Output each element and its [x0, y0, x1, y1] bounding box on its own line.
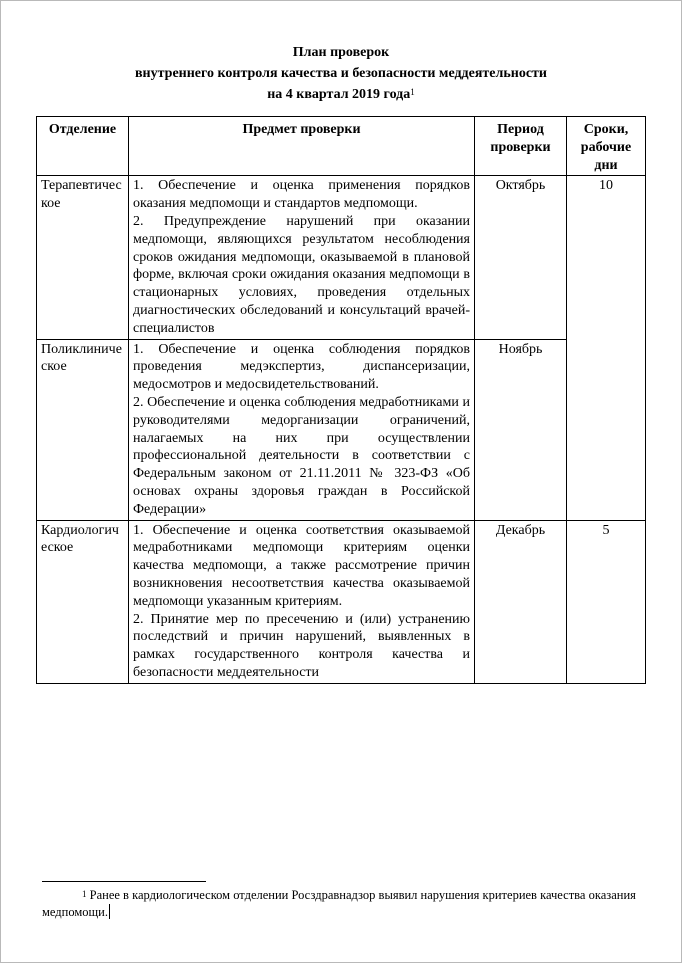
footnote[interactable]	[42, 887, 642, 921]
inspection-plan-table	[36, 116, 646, 684]
header-period: Период проверки	[475, 117, 567, 176]
footnote-separator	[42, 881, 206, 882]
department-cell: Поликлиническое	[37, 339, 129, 520]
title-line-3-text: на 4 квартал 2019 года	[267, 87, 411, 102]
subject-item: 2. Обеспечение и оценка соблюдения медработниками и руководителями медорганизации ограничений, налагаемых на них при осуществлении профессиональной деятельности в соответствии с Федеральным законом от 21.11.2011 № 323-ФЗ «Об основах охраны здоровья граждан в Российской Федерации»	[133, 394, 470, 517]
title-line-1: План проверок	[292, 45, 390, 60]
header-subject: Предмет проверки	[129, 117, 475, 176]
footnote-number: 1	[82, 889, 87, 899]
subject-item: 2. Предупреждение нарушений при оказании медпомощи, являющихся результатом несоблюдения сроков ожидания медпомощи, оказываемой в плановой форме, включая сроки ожидания оказания медпомощи в стационарных условиях, проведения отдельных диагностических обследований и консультаций врачей-специалистов	[133, 213, 470, 336]
period-cell: Ноябрь	[475, 339, 567, 520]
department-cell: Терапевтическое	[37, 176, 129, 339]
text-cursor	[109, 904, 110, 919]
subject-cell	[129, 520, 475, 683]
header-days: Сроки, рабочие дни	[567, 117, 646, 176]
subject-item: 1. Обеспечение и оценка соответствия оказываемой медработниками медпомощи критериям оценки качества медпомощи, а также рассмотрение причин возникновения несоответствия качества оказываемой медпомощи указанным критериям.	[133, 522, 470, 609]
table-row	[37, 176, 646, 339]
document-title	[0, 42, 682, 105]
title-line-3	[0, 84, 682, 105]
period-cell: Декабрь	[475, 520, 567, 683]
subject-item: 2. Принятие мер по пресечению и (или) устранению последствий и причин нарушений, выявленных в рамках государственного контроля качества и безопасности меддеятельности	[133, 611, 470, 680]
subject-cell	[129, 339, 475, 520]
table-row	[37, 520, 646, 683]
title-line-2: внутреннего контроля качества и безопасности меддеятельности	[134, 66, 547, 81]
period-cell: Октябрь	[475, 176, 567, 339]
days-cell: 10	[567, 176, 646, 520]
footnote-reference[interactable]: 1	[410, 87, 415, 97]
header-department: Отделение	[37, 117, 129, 176]
days-cell: 5	[567, 520, 646, 683]
table-header-row	[37, 117, 646, 176]
subject-cell	[129, 176, 475, 339]
table-row	[37, 339, 646, 520]
department-cell: Кардиологическое	[37, 520, 129, 683]
subject-item: 1. Обеспечение и оценка соблюдения порядков проведения медэкспертиз, диспансеризации, медосмотров и медосвидетельствований.	[133, 341, 470, 393]
footnote-text: Ранее в кардиологическом отделении Росздравнадзор выявил нарушения критериев качества оказания медпомощи.	[42, 888, 636, 919]
subject-item: 1. Обеспечение и оценка применения порядков оказания медпомощи и стандартов медпомощи.	[133, 178, 470, 212]
